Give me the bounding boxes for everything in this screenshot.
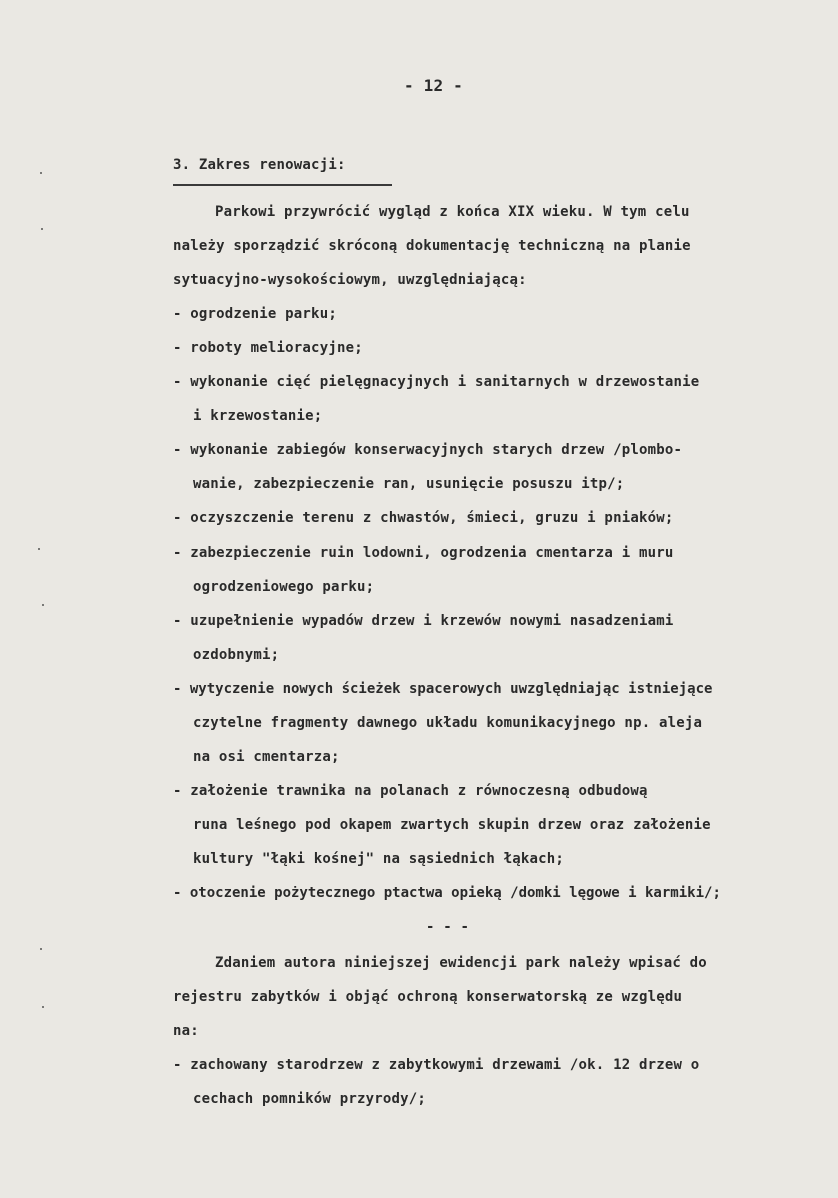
list-item-continuation: wanie, zabezpieczenie ran, usunięcie posuszu itp/; [193,476,625,492]
list-item-continuation: i krzewostanie; [193,408,323,424]
list-item-continuation: kultury "łąki kośnej" na sąsiednich łąkach; [193,851,565,867]
list-item: - wykonanie cięć pielęgnacyjnych i sanitarnych w drzewostanie [173,374,700,390]
paragraph-line: sytuacyjno-wysokościowym, uwzględniającą: [173,272,527,288]
list-item-continuation: cechach pomników przyrody/; [193,1091,426,1107]
paragraph-line: Zdaniem autora niniejszej ewidencji park należy wpisać do [215,955,707,971]
scan-speck [38,548,40,550]
paragraph-line: rejestru zabytków i objąć ochroną konserwatorską ze względu [173,989,683,1005]
page-number: - 12 - [404,76,463,95]
list-item: - roboty melioracyjne; [173,340,363,356]
separator: - - - [426,919,470,935]
scan-speck [40,172,42,174]
list-item-continuation: runa leśnego pod okapem zwartych skupin drzew oraz założenie [193,817,711,833]
scan-speck [40,948,42,950]
paragraph-line: na: [173,1023,199,1039]
heading-underline [173,184,392,186]
scan-speck [42,1006,44,1008]
section-heading: 3. Zakres renowacji: [173,157,346,173]
paragraph-line: należy sporządzić skróconą dokumentację techniczną na planie [173,238,691,254]
list-item: - oczyszczenie terenu z chwastów, śmieci, gruzu i pniaków; [173,510,674,526]
list-item-continuation: ogrodzeniowego parku; [193,579,375,595]
paragraph-line: Parkowi przywrócić wygląd z końca XIX wieku. W tym celu [215,204,690,220]
list-item-continuation: na osi cmentarza; [193,749,340,765]
list-item: - uzupełnienie wypadów drzew i krzewów nowymi nasadzeniami [173,613,674,629]
list-item: - wytyczenie nowych ścieżek spacerowych uwzględniając istniejące [173,681,713,697]
scan-speck [41,228,43,230]
list-item: - ogrodzenie parku; [173,306,337,322]
list-item-continuation: ozdobnymi; [193,647,280,663]
scan-speck [42,604,44,606]
list-item-continuation: czytelne fragmenty dawnego układu komunikacyjnego np. aleja [193,715,703,731]
list-item: - wykonanie zabiegów konserwacyjnych starych drzew /plombo- [173,442,683,458]
list-item: - zabezpieczenie ruin lodowni, ogrodzenia cmentarza i muru [173,545,674,561]
list-item: - założenie trawnika na polanach z równoczesną odbudową [173,783,648,799]
list-item: - otoczenie pożytecznego ptactwa opieką /domki lęgowe i karmiki/; [173,885,721,901]
list-item: - zachowany starodrzew z zabytkowymi drzewami /ok. 12 drzew o [173,1057,700,1073]
